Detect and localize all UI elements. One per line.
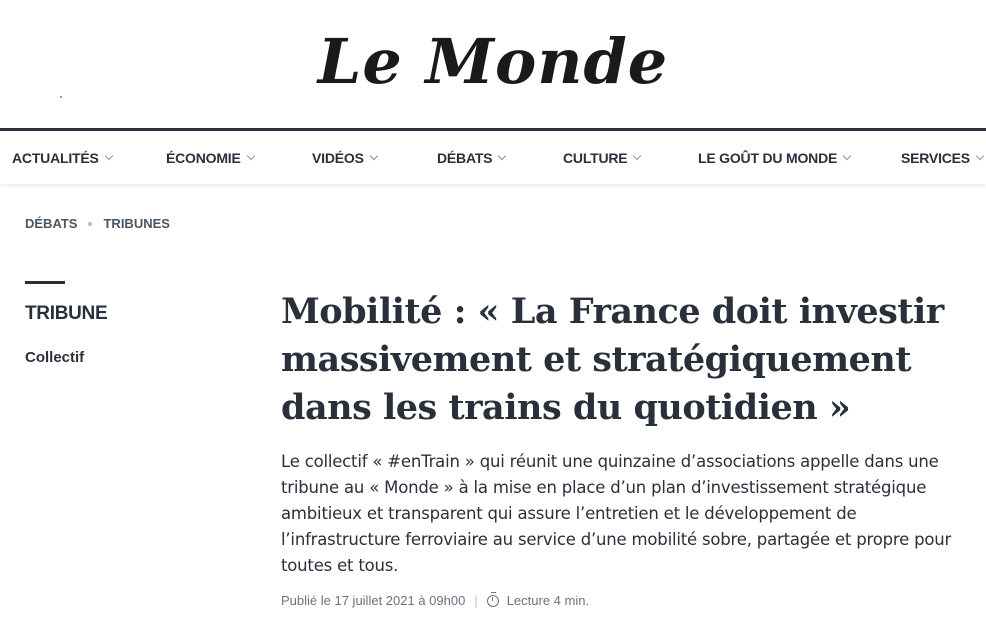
nav-label: LE GOÛT DU MONDE [698, 149, 838, 166]
nav-label: DÉBATS [437, 149, 493, 166]
nav-item-services[interactable] [901, 131, 983, 184]
chevron-down-icon [369, 151, 377, 159]
nav-label: SERVICES [901, 149, 970, 166]
site-header [0, 0, 986, 128]
author-link[interactable]: Collectif [25, 349, 85, 366]
nav-item-le-gout-du-monde[interactable] [698, 131, 850, 184]
breadcrumb [25, 216, 170, 231]
nav-label: ACTUALITÉS [12, 149, 99, 166]
article-title: Mobilité : « La France doit investir massivement et stratégiquement dans les trains du quotidien » [281, 291, 944, 428]
breadcrumb-link-debats[interactable]: DÉBATS [25, 216, 78, 231]
breadcrumb-separator [88, 222, 92, 226]
nav-item-culture[interactable] [563, 131, 640, 184]
article-description: Le collectif « #enTrain » qui réunit une quinzaine d’associations appelle dans une tribune au « Monde » à la mise en place d’un plan d’investissement stratégique ambitieux et transparent qui assure l’entretien et le développement de l’infrastructure ferroviaire au service d’une mobilité sobre, partagée et propre pour toutes et tous. [281, 452, 952, 575]
clock-icon [487, 595, 499, 607]
nav-item-videos[interactable] [312, 131, 377, 184]
chevron-down-icon [104, 151, 112, 159]
chevron-down-icon [246, 151, 254, 159]
le-monde-logo[interactable] [0, 26, 986, 98]
logo-le: Le [317, 25, 403, 98]
header-mark [60, 96, 62, 98]
nav-item-debats[interactable] [437, 131, 505, 184]
nav-label: CULTURE [563, 149, 628, 166]
nav-label: VIDÉOS [312, 149, 364, 166]
nav-item-economie[interactable] [166, 131, 254, 184]
reading-time: Lecture 4 min. [506, 593, 590, 608]
nav-label: ÉCONOMIE [166, 149, 241, 166]
chevron-down-icon [633, 151, 641, 159]
nav-item-actualites[interactable] [12, 131, 112, 184]
article-type-label: TRIBUNE [25, 303, 108, 324]
chevron-down-icon [976, 151, 984, 159]
main-nav [0, 131, 986, 184]
logo-monde: Monde [425, 25, 669, 98]
publish-date: Publié le 17 juillet 2021 à 09h00 [281, 593, 466, 608]
article-meta [281, 593, 589, 608]
chevron-down-icon [843, 151, 851, 159]
chevron-down-icon [498, 151, 506, 159]
breadcrumb-link-tribunes[interactable]: TRIBUNES [103, 216, 170, 231]
sidebar-rule [25, 281, 65, 284]
meta-separator: | [474, 593, 478, 608]
